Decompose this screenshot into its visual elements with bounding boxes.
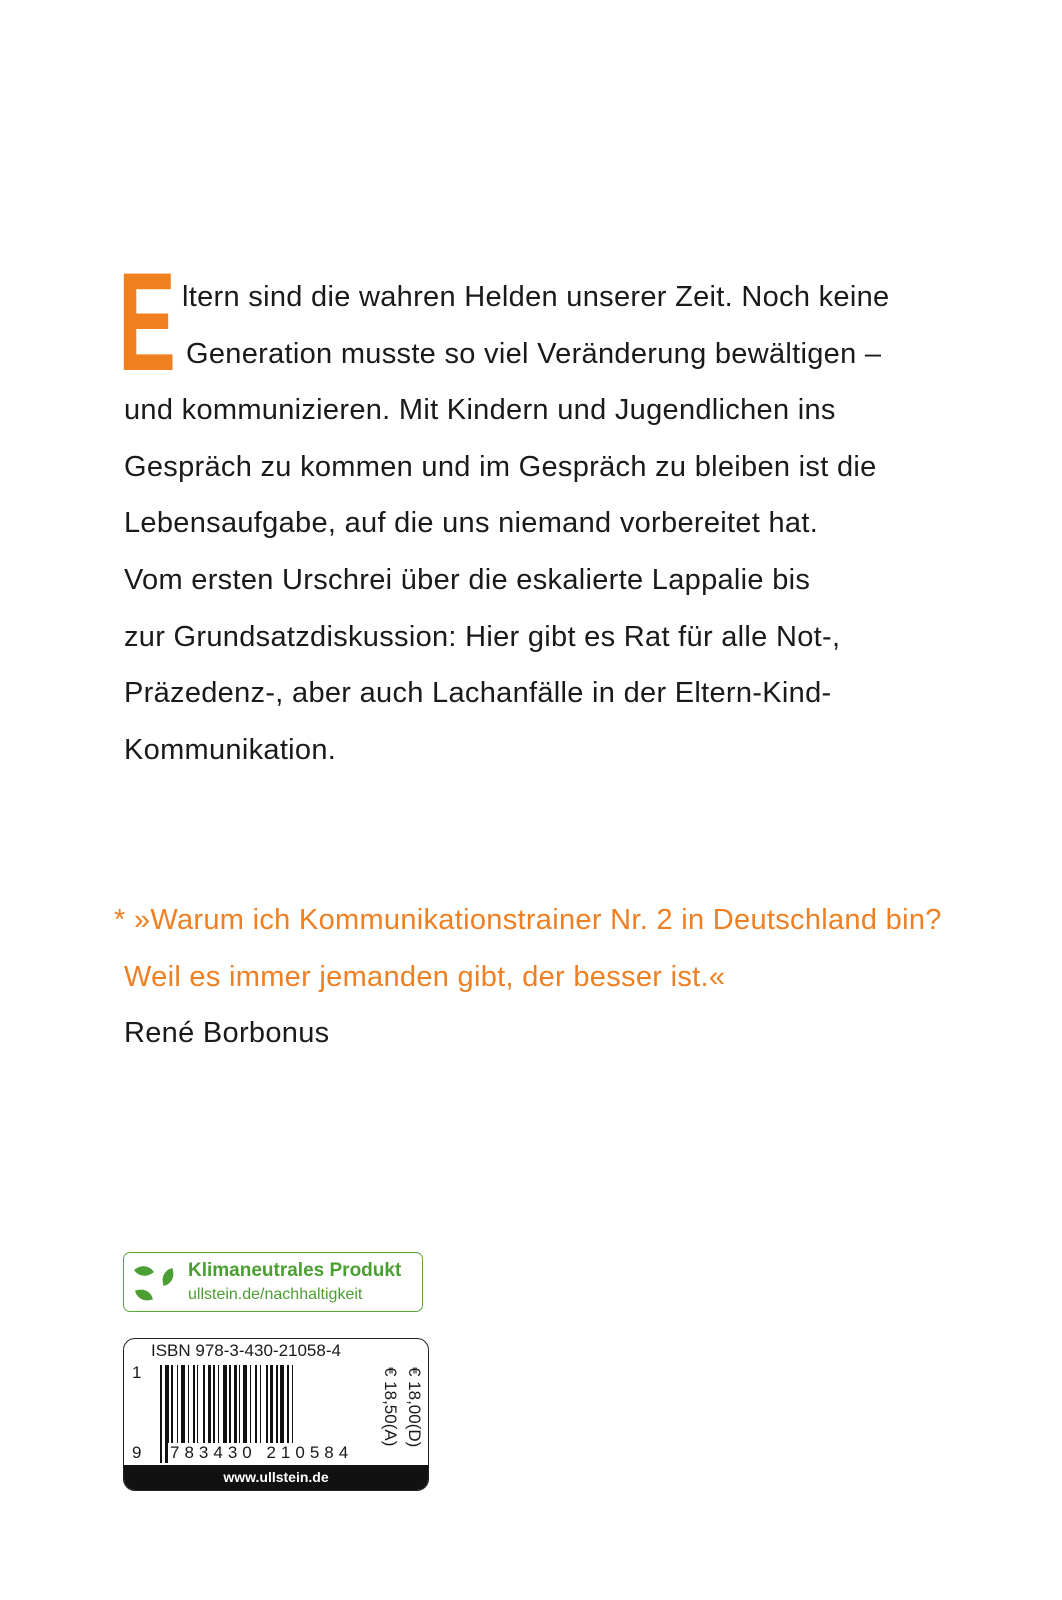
blurb-line: und kommunizieren. Mit Kindern und Jugendlichen ins (124, 394, 836, 426)
blurb-line: Präzedenz-, aber auch Lachanfälle in der Eltern-Kind- (124, 677, 832, 709)
quote-line: * »Warum ich Kommunikationstrainer Nr. 2 in Deutschland bin? (114, 904, 942, 936)
blurb-line: Generation musste so viel Veränderung bewältigen – (186, 338, 882, 370)
publisher-website: www.ullstein.de (124, 1465, 428, 1490)
barcode-digits: 783430 210584 (170, 1443, 354, 1462)
quote-line: Weil es immer jemanden gibt, der besser ist.« (124, 961, 726, 993)
blurb-line: Lebensaufgabe, auf die uns niemand vorbereitet hat. (124, 507, 819, 539)
climate-neutral-label (123, 1252, 423, 1312)
quote-author: René Borbonus (124, 1017, 330, 1049)
blurb-line: Vom ersten Urschrei über die eskalierte Lappalie bis (124, 564, 811, 596)
barcode-lead-top: 1 (132, 1363, 142, 1382)
isbn-text: ISBN 978-3-430-21058-4 (151, 1341, 341, 1360)
blurb-line: ltern sind die wahren Helden unserer Zeit. Noch keine (182, 281, 890, 313)
isbn-barcode-box (123, 1338, 429, 1491)
barcode-bar (160, 1365, 162, 1463)
eco-title: Klimaneutrales Produkt (188, 1260, 402, 1281)
barcode-lead-bottom: 9 (132, 1443, 142, 1462)
price-de: € 18,00(D) (405, 1367, 424, 1448)
blurb-line: Gespräch zu kommen und im Gespräch zu bleiben ist die (124, 451, 877, 483)
eco-url: ullstein.de/nachhaltigkeit (188, 1286, 363, 1303)
price-at: € 18,50(A) (381, 1367, 400, 1447)
blurb-line: Kommunikation. (124, 734, 337, 766)
drop-cap: E (118, 243, 176, 400)
blurb-line: zur Grundsatzdiskussion: Hier gibt es Rat für alle Not-, (124, 621, 841, 653)
